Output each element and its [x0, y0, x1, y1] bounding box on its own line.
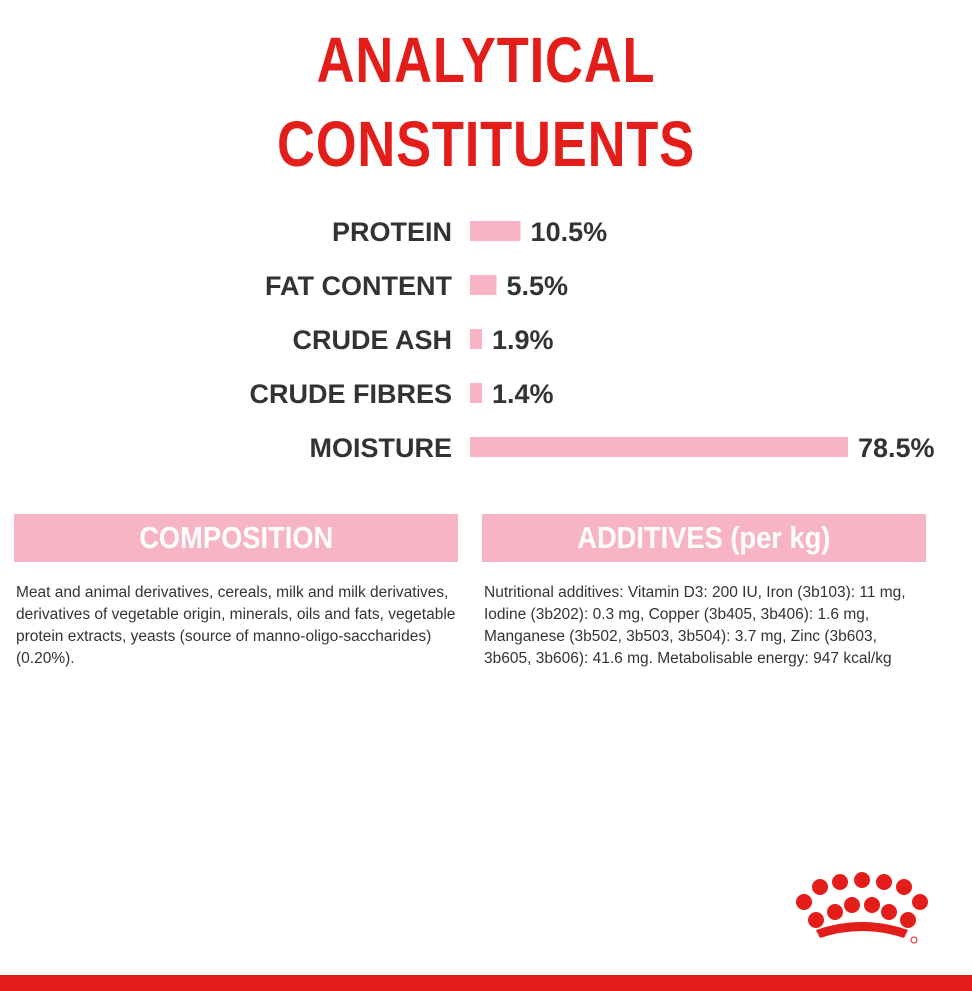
- category-label: PROTEIN: [331, 217, 452, 247]
- bar: [470, 383, 482, 403]
- composition-header: [14, 514, 458, 562]
- composition-header-label: COMPOSITION: [138, 520, 333, 555]
- bar: [470, 437, 848, 457]
- value-label: 10.5%: [530, 217, 608, 247]
- composition-text: Meat and animal derivatives, cereals, milk and milk derivatives, derivatives of vegetable origin, minerals, oils and fats, vegetable protein extracts, yeasts (source of manno-oligo-saccharides) (0.20%).: [16, 584, 456, 667]
- title-line-1: ANALYTICAL: [316, 24, 656, 96]
- category-label: CRUDE FIBRES: [249, 379, 452, 409]
- title-line-2: CONSTITUENTS: [276, 108, 696, 180]
- value-label: 1.9%: [492, 325, 554, 355]
- bar: [470, 275, 496, 295]
- page-title: [87, 18, 884, 186]
- value-label: 1.4%: [492, 379, 554, 409]
- additives-header: [482, 514, 926, 562]
- constituents-chart: [0, 200, 972, 480]
- bottom-brand-bar: [0, 975, 972, 991]
- category-label: FAT CONTENT: [265, 271, 452, 301]
- bar: [470, 329, 482, 349]
- additives-text: Nutritional additives: Vitamin D3: 200 IU, Iron (3b103): 11 mg, Iodine (3b202): 0.3 mg, Copper (3b405, 3b406): 1.6 mg, Manganese (3b502, 3b503, 3b504): 3.7 mg, Zinc (3b603, 3b605, 3b606): 41.6 mg. Metabolisable energy: 947 kcal/kg: [484, 584, 906, 667]
- value-label: 5.5%: [506, 271, 569, 301]
- value-label: 78.5%: [858, 433, 935, 463]
- additives-header-label: ADDITIVES (per kg): [577, 520, 831, 555]
- bar: [470, 221, 521, 241]
- category-label: MOISTURE: [309, 433, 452, 463]
- category-label: CRUDE ASH: [292, 325, 452, 355]
- crown-icon: [792, 872, 932, 952]
